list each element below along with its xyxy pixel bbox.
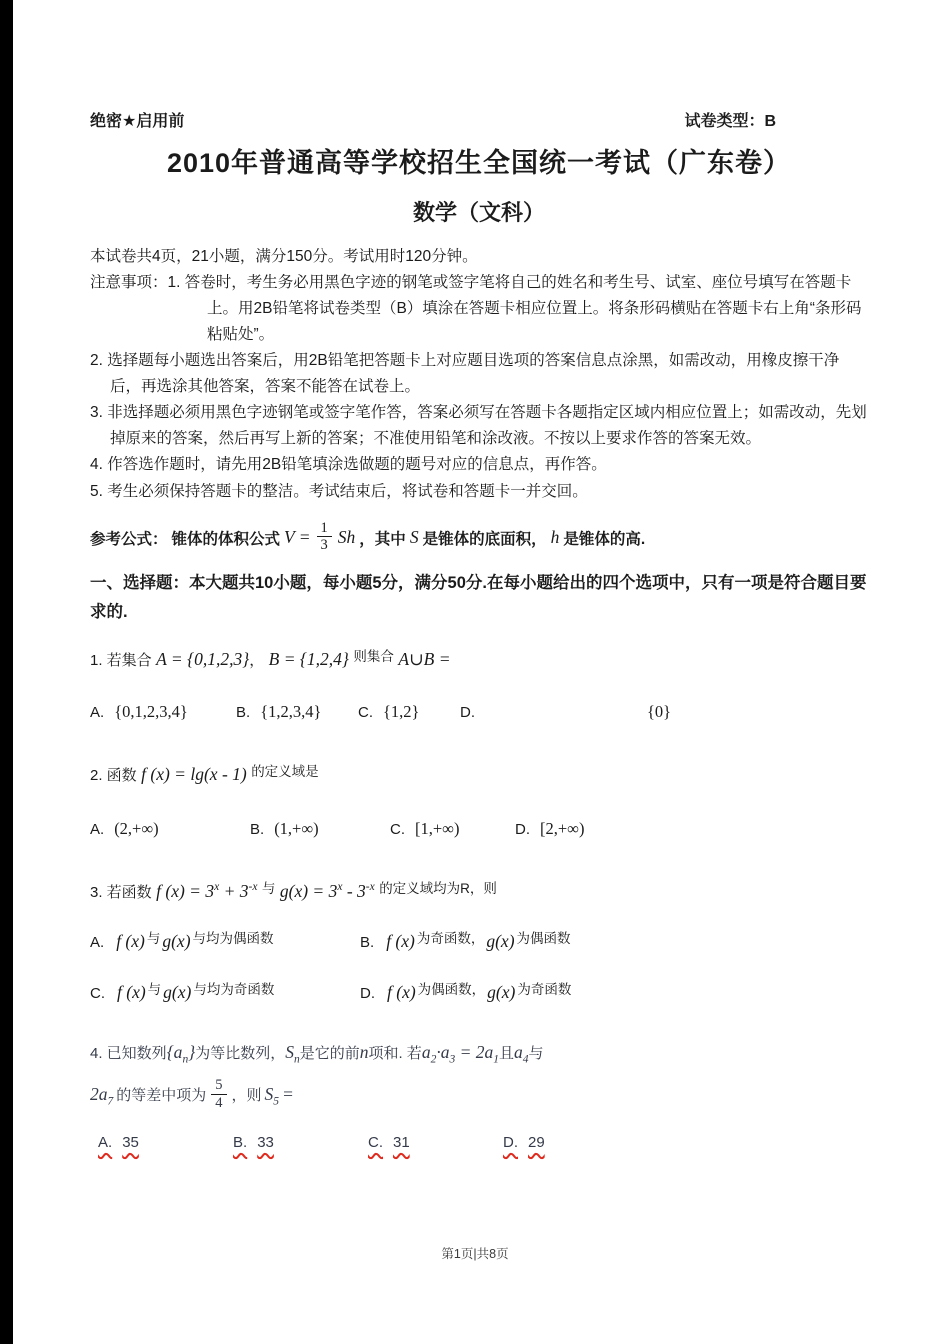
option-value: {0,1,2,3,4}	[114, 702, 188, 722]
q4-brace-close: }	[188, 1041, 196, 1062]
q4-2a7: 2a	[90, 1083, 108, 1104]
option-letter: C.	[368, 1134, 383, 1152]
q4-dot: ·	[436, 1041, 441, 1062]
question-2-stem	[90, 758, 868, 791]
q3d-g: g(x)	[487, 981, 516, 1002]
q4-a2: a	[421, 1041, 431, 1062]
q3-f-expr	[156, 881, 257, 901]
q4-2a7-expr	[90, 1079, 113, 1112]
q4-eq-2a1: = 2	[455, 1041, 485, 1062]
security-classification: 绝密★启用前	[90, 113, 185, 130]
q3d-text-1: 为偶函数，	[417, 981, 486, 997]
q4-option-b	[233, 1134, 368, 1151]
q4-2a7-sub: 7	[107, 1095, 114, 1108]
equals-sign: =	[298, 527, 311, 548]
paper-type-label: 试卷类型：B	[684, 113, 776, 130]
q3d-f: f (x)	[387, 981, 416, 1002]
q4-s: S	[285, 1041, 294, 1062]
question-4-stem-line-1	[90, 1037, 868, 1070]
formula-var-v: V	[284, 527, 295, 548]
q4-product-expr	[421, 1041, 499, 1066]
q3-f-base: f (x) = 3	[156, 881, 215, 902]
q3-option-c	[90, 982, 360, 1003]
fraction-five-fourths	[211, 1077, 226, 1111]
q2-option-b	[250, 819, 390, 839]
q3-g-expr	[280, 881, 375, 901]
q3c-text-2: 与均为奇函数	[193, 981, 275, 997]
q1-option-d	[460, 702, 671, 722]
q1-set-b-expr: B = {1,2,4}	[268, 648, 349, 669]
page-content	[90, 108, 868, 1151]
q4-text-2: 为等比数列，	[195, 1044, 286, 1062]
notice-label: 注意事项：	[90, 274, 168, 292]
option-letter: D.	[515, 821, 530, 839]
q3b-f: f (x)	[386, 930, 415, 951]
q3b-text-1: 为奇函数，	[416, 930, 485, 946]
notice-item-2: 2. 选择题每小题选出答案后，用2B铅笔把答题卡上对应题目选项的答案信息点涂黑，如需改动，用橡皮擦干净后，再选涂其他答案，答案不能答在试卷上。	[90, 352, 840, 396]
q4-s5: S	[264, 1083, 274, 1104]
option-letter: C.	[90, 984, 105, 1002]
q3-g-exp1: x	[337, 881, 343, 894]
q1-union-expr: A∪B =	[398, 648, 451, 669]
question-3	[90, 875, 868, 1002]
notice-item-4: 4. 作答选作题时，请先用2B铅笔填涂选做题的题号对应的信息点，再作答。	[90, 456, 607, 474]
q4-a4-expr	[514, 1041, 529, 1066]
paper-summary: 本试卷共4页，21小题，满分150分。考试用时120分钟。	[90, 248, 478, 265]
option-letter: C.	[358, 704, 373, 722]
question-1-stem	[90, 643, 868, 676]
q1-option-a	[90, 702, 236, 722]
q1-set-a-expr: A = {0,1,2,3}	[156, 648, 250, 669]
page-number-text: 第1页|共8页	[441, 1247, 509, 1261]
q3-f-mid: + 3	[219, 881, 249, 902]
fraction-numerator: 5	[215, 1076, 223, 1093]
option-letter: B.	[250, 821, 265, 839]
notice-block	[90, 270, 868, 504]
notice-text-1: 1. 答卷时，考生务必用黑色字迹的钢笔或签字笔将自己的姓名和考生号、试室、座位号填写在答题卡上。用2B铅笔将试卷类型（B）填涂在答题卡相应位置上。将条形码横贴在答题卡右上角“条形码粘贴处”。	[167, 274, 862, 344]
q3-stem-text-2: 的定义域均为R，则	[379, 881, 497, 897]
q2-function-expr: f (x) = lg(x - 1)	[141, 764, 247, 785]
q4-s5-sub: 5	[273, 1095, 280, 1108]
q4-s-sub-n: n	[293, 1053, 300, 1066]
q4-text-4: 项和. 若	[368, 1044, 422, 1062]
formula-var-h: h	[550, 527, 560, 548]
question-2-options	[90, 819, 868, 839]
q4-text-8: ，则	[231, 1086, 262, 1104]
q4-a1: a	[484, 1041, 494, 1062]
q4-brace-a: {a	[166, 1041, 183, 1062]
q4-a4: a	[514, 1041, 523, 1062]
option-value: 35	[122, 1134, 139, 1152]
fraction-one-third	[317, 520, 332, 554]
notice-item-5: 5. 考生必须保持答题卡的整洁。考试结束后，将试卷和答题卡一并交回。	[90, 482, 588, 500]
q4-option-a	[98, 1134, 233, 1151]
formula-pre-text: 锥体的体积公式	[171, 530, 281, 548]
option-letter: A.	[90, 933, 105, 951]
question-4-stem-line-2	[90, 1078, 868, 1112]
option-value: (1,+∞)	[274, 819, 319, 839]
q3b-text-2: 为偶函数	[516, 930, 571, 946]
q4-a1-sub: 1	[493, 1053, 499, 1066]
notice-item-3: 3. 非选择题必须用黑色字迹钢笔或签字笔作答，答案必须写在答题卡各题指定区域内相应位置上；如需改动，先划掉原来的答案，然后再写上新的答案；不准使用铅笔和涂改液。不按以上要求作答的答案无效。	[90, 404, 867, 448]
q2-option-d	[515, 819, 584, 839]
q3-option-d	[360, 982, 571, 1003]
question-4	[90, 1037, 868, 1152]
q4-a3-sub: 3	[449, 1053, 456, 1066]
q2-option-a	[90, 819, 250, 839]
q4-sub-n: n	[182, 1053, 189, 1066]
q3c-g: g(x)	[163, 981, 192, 1002]
q2-stem-text: 2. 函数	[90, 767, 137, 785]
q3a-text-2: 与均为偶函数	[192, 930, 274, 946]
exam-title: 2010年普通高等学校招生全国统一考试（广东卷）	[166, 148, 792, 178]
q4-n-var: n	[359, 1041, 369, 1062]
option-letter: D.	[460, 704, 475, 722]
fraction-denominator: 4	[211, 1094, 226, 1112]
option-letter: D.	[360, 984, 375, 1002]
q4-option-c	[368, 1134, 503, 1151]
option-value: [2,+∞)	[540, 819, 585, 839]
q4-a2-sub: 2	[430, 1053, 437, 1066]
formula-mid-text: ，其中	[359, 530, 406, 548]
option-value: (2,+∞)	[114, 819, 159, 839]
option-letter: C.	[390, 821, 405, 839]
option-letter: B.	[360, 933, 375, 951]
q3c-text-1: 与	[147, 981, 162, 997]
option-value: {1,2,3,4}	[260, 702, 322, 722]
option-value: 31	[393, 1134, 410, 1152]
notice-item-1	[90, 270, 868, 348]
q4-text-7: 的等差中项为	[116, 1086, 207, 1104]
q3d-text-2: 为奇函数	[517, 981, 572, 997]
question-3-options-row-2	[90, 982, 868, 1003]
formula-var-sh: Sh	[337, 527, 356, 548]
q4-text-3: 是它的前	[299, 1044, 360, 1062]
q4-text-6: 与	[528, 1044, 544, 1062]
q3c-f: f (x)	[117, 981, 146, 1002]
q3-g-base: g(x) = 3	[279, 881, 338, 902]
formula-label: 参考公式：	[90, 530, 168, 548]
q3a-text-1: 与	[146, 930, 161, 946]
q4-sn-expr	[285, 1041, 300, 1066]
option-letter: B.	[233, 1134, 248, 1152]
q4-s5-expr	[265, 1079, 280, 1112]
q4-equals: =	[282, 1084, 294, 1105]
left-binding-bar	[0, 0, 13, 1344]
q4-text-1: 4. 已知数列	[90, 1044, 167, 1062]
q4-a4-sub: 4	[522, 1053, 529, 1066]
option-letter: A.	[90, 704, 105, 722]
q3b-g: g(x)	[486, 930, 515, 951]
q1-comma: ，	[249, 651, 265, 669]
question-3-stem	[90, 875, 868, 908]
question-3-options-row-1	[90, 931, 868, 952]
q3-g-exp2: -x	[365, 881, 375, 894]
q3-option-a	[90, 931, 360, 952]
option-value: {0}	[647, 702, 672, 722]
page-footer	[0, 1244, 950, 1262]
q3a-g: g(x)	[162, 930, 191, 951]
q1-stem-text: 1. 若集合	[90, 651, 152, 669]
q4-seq-expr	[166, 1041, 196, 1066]
q1-option-c	[358, 702, 460, 722]
q4-a3: a	[440, 1041, 450, 1062]
section-1-heading: 一、选择题：本大题共10小题，每小题5分，满分50分.在每小题给出的四个选项中，只有一项是符合题目要求的.	[90, 573, 867, 621]
q3-option-b	[360, 931, 571, 952]
question-1	[90, 643, 868, 722]
option-value: 29	[528, 1134, 545, 1152]
q1-option-b	[236, 702, 358, 722]
q3-f-exp2: -x	[248, 881, 258, 894]
q3-f-exp1: x	[214, 881, 220, 894]
option-letter: D.	[503, 1134, 518, 1152]
option-value: [1,+∞)	[415, 819, 460, 839]
q4-text-5: 且	[499, 1044, 515, 1062]
formula-var-s: S	[409, 527, 419, 548]
question-4-options	[90, 1134, 868, 1151]
option-value: 33	[257, 1134, 274, 1152]
formula-mid2-text: 是锥体的底面积，	[422, 530, 547, 548]
exam-subject-title: 数学（文科）	[412, 200, 545, 225]
fraction-denominator: 3	[317, 536, 332, 554]
question-1-options	[90, 702, 868, 722]
fraction-numerator: 1	[320, 519, 328, 536]
q3-g-mid: - 3	[342, 881, 366, 902]
formula-tail-text: 是锥体的高.	[563, 530, 646, 548]
q1-stem-text-2: 则集合	[353, 648, 394, 664]
q3-stem-text: 3. 若函数	[90, 884, 152, 902]
header-row	[90, 108, 868, 131]
option-value: {1,2}	[383, 702, 420, 722]
option-letter: A.	[98, 1134, 113, 1152]
q2-stem-text-2: 的定义域是	[251, 764, 319, 780]
reference-formula	[90, 521, 868, 555]
q2-option-c	[390, 819, 515, 839]
q3a-f: f (x)	[116, 930, 145, 951]
question-2	[90, 758, 868, 839]
q3-conjunction: 与	[261, 881, 276, 897]
option-letter: A.	[90, 821, 105, 839]
q4-option-d	[503, 1134, 545, 1151]
option-letter: B.	[236, 704, 251, 722]
